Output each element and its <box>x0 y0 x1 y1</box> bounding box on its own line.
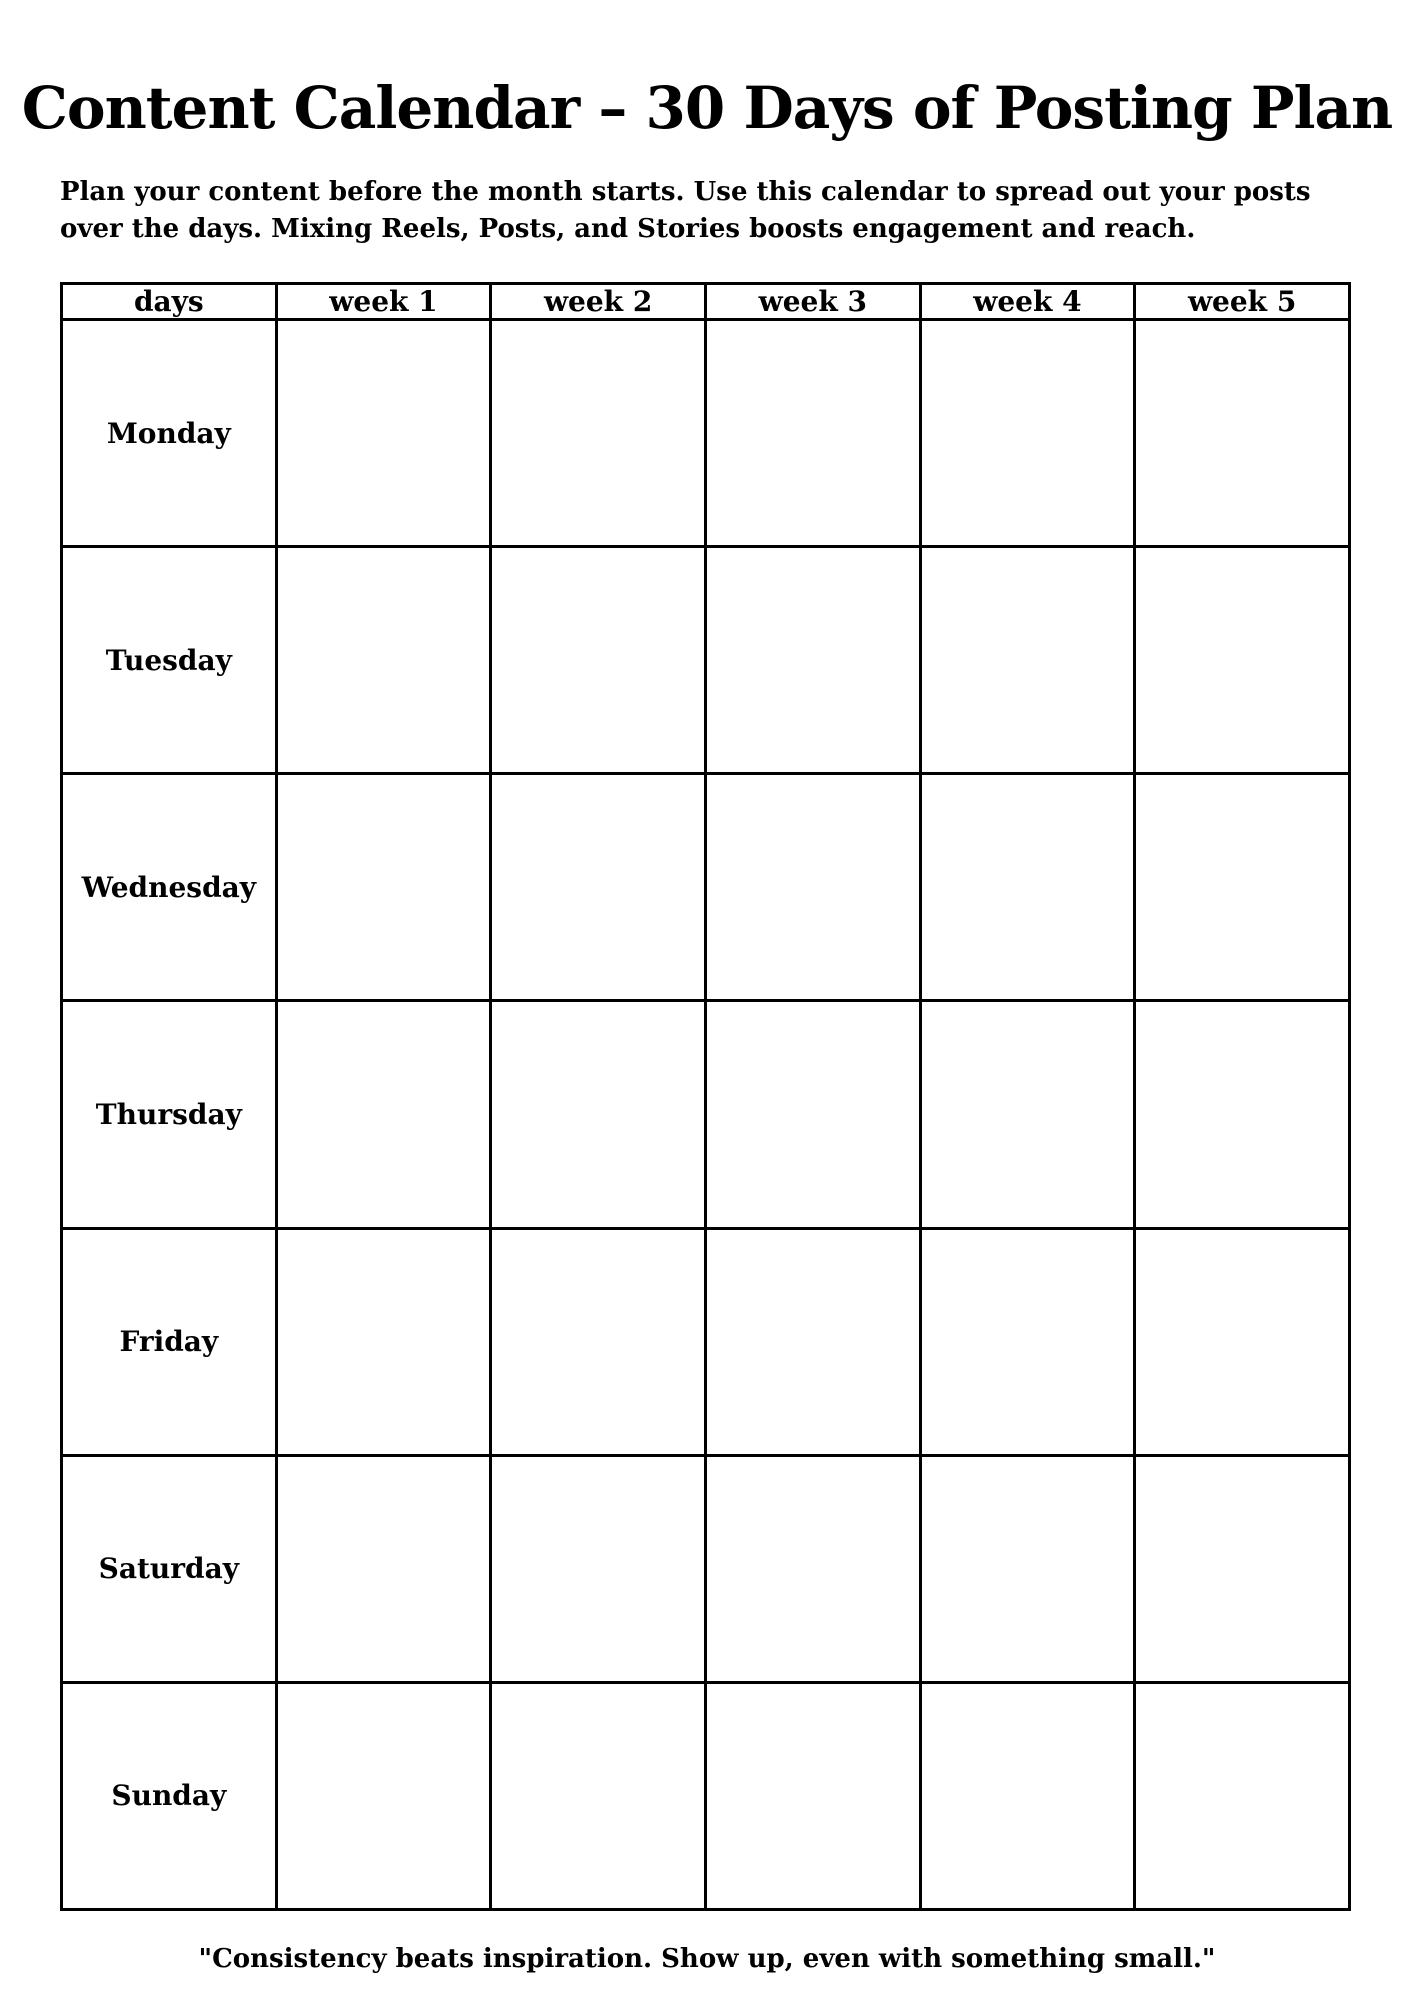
calendar-cell[interactable] <box>1135 1001 1350 1228</box>
day-label-thursday: Thursday <box>62 1001 277 1228</box>
calendar-cell[interactable] <box>920 1682 1135 1909</box>
intro-paragraph: Plan your content before the month starts. Use this calendar to spread out your posts over the days. Mixing Reels, Posts, and Stories boosts engagement and reach. <box>60 177 1311 244</box>
calendar-cell[interactable] <box>276 1455 491 1682</box>
day-label-saturday: Saturday <box>62 1455 277 1682</box>
column-header-week-5: week 5 <box>1135 284 1350 320</box>
calendar-cell[interactable] <box>920 1228 1135 1455</box>
calendar-cell[interactable] <box>705 320 920 547</box>
table-row <box>62 547 1350 774</box>
column-header-days: days <box>62 284 277 320</box>
calendar-cell[interactable] <box>491 547 706 774</box>
calendar-cell[interactable] <box>705 1228 920 1455</box>
day-label-monday: Monday <box>62 320 277 547</box>
calendar-cell[interactable] <box>491 320 706 547</box>
calendar-cell[interactable] <box>276 774 491 1001</box>
day-label-sunday: Sunday <box>62 1682 277 1909</box>
calendar-cell[interactable] <box>705 547 920 774</box>
calendar-cell[interactable] <box>920 774 1135 1001</box>
calendar-cell[interactable] <box>705 774 920 1001</box>
calendar-cell[interactable] <box>276 1228 491 1455</box>
column-header-week-1: week 1 <box>276 284 491 320</box>
table-row <box>62 1682 1350 1909</box>
header-row <box>62 284 1350 320</box>
day-label-friday: Friday <box>62 1228 277 1455</box>
calendar-cell[interactable] <box>920 547 1135 774</box>
calendar-cell[interactable] <box>491 1455 706 1682</box>
table-row <box>62 1455 1350 1682</box>
calendar-cell[interactable] <box>705 1455 920 1682</box>
table-row <box>62 1228 1350 1455</box>
calendar-cell[interactable] <box>920 1455 1135 1682</box>
column-header-week-2: week 2 <box>491 284 706 320</box>
table-row <box>62 320 1350 547</box>
calendar-cell[interactable] <box>491 774 706 1001</box>
calendar-cell[interactable] <box>1135 547 1350 774</box>
calendar-cell[interactable] <box>920 1001 1135 1228</box>
footer-quote: "Consistency beats inspiration. Show up, even with something small." <box>198 1944 1216 1974</box>
page-title: Content Calendar – 30 Days of Posting Plan <box>21 74 1393 142</box>
table-row <box>62 1001 1350 1228</box>
column-header-week-3: week 3 <box>705 284 920 320</box>
calendar-cell[interactable] <box>491 1001 706 1228</box>
day-label-wednesday: Wednesday <box>62 774 277 1001</box>
calendar-cell[interactable] <box>1135 1455 1350 1682</box>
table-row <box>62 774 1350 1001</box>
calendar-cell[interactable] <box>276 320 491 547</box>
day-label-tuesday: Tuesday <box>62 547 277 774</box>
calendar-cell[interactable] <box>705 1001 920 1228</box>
content-calendar-table <box>60 282 1351 1911</box>
column-header-week-4: week 4 <box>920 284 1135 320</box>
calendar-cell[interactable] <box>491 1228 706 1455</box>
calendar-cell[interactable] <box>491 1682 706 1909</box>
calendar-cell[interactable] <box>276 1682 491 1909</box>
calendar-cell[interactable] <box>1135 1228 1350 1455</box>
calendar-cell[interactable] <box>705 1682 920 1909</box>
calendar-cell[interactable] <box>276 1001 491 1228</box>
calendar-cell[interactable] <box>1135 320 1350 547</box>
calendar-cell[interactable] <box>920 320 1135 547</box>
calendar-cell[interactable] <box>1135 774 1350 1001</box>
calendar-cell[interactable] <box>1135 1682 1350 1909</box>
calendar-cell[interactable] <box>276 547 491 774</box>
